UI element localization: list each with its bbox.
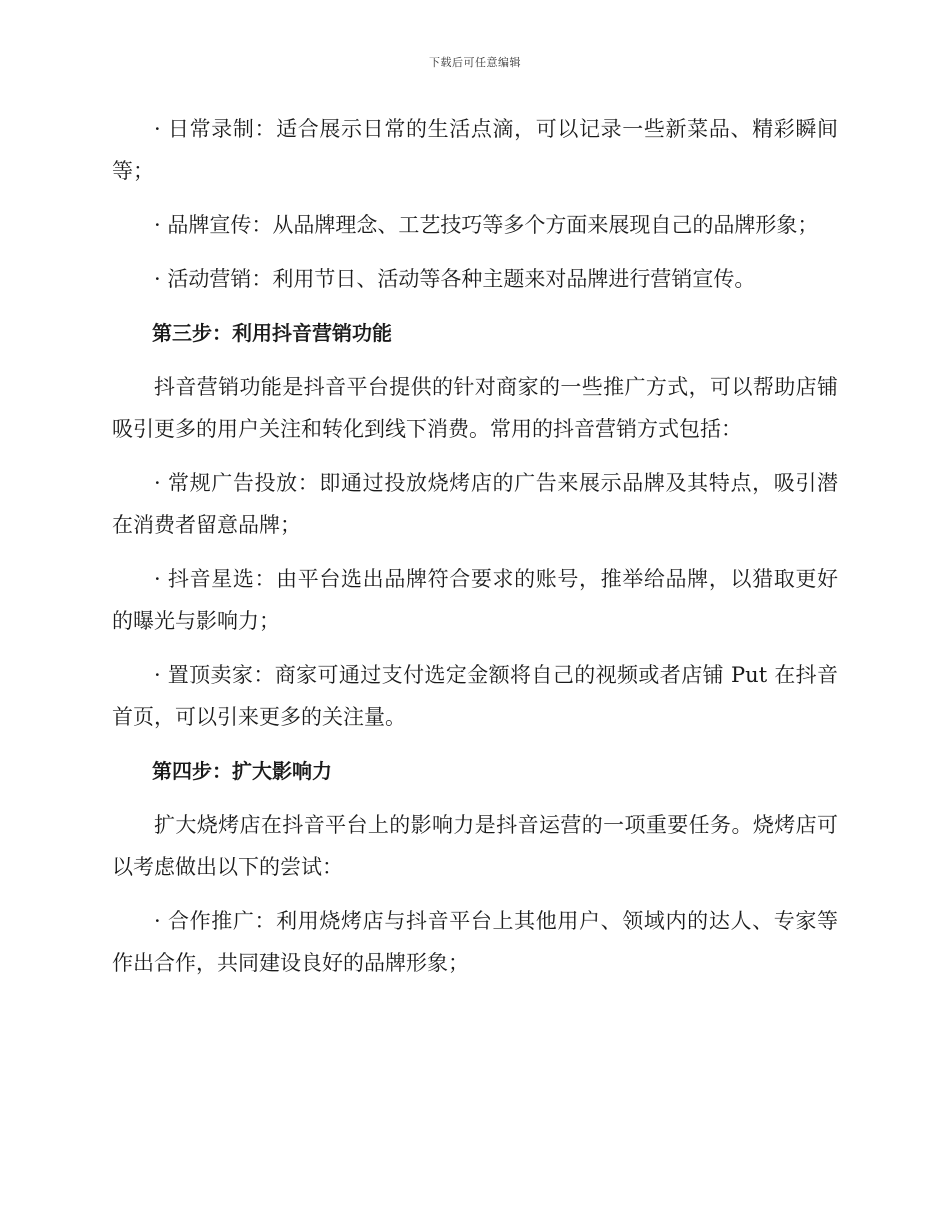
bullet-cooperation-promotion: · 合作推广：利用烧烤店与抖音平台上其他用户、领域内的达人、专家等作出合作，共同建设良好的品牌形象；: [112, 909, 838, 975]
bullet-douyin-xingxuan: · 抖音星选：由平台选出品牌符合要求的账号，推举给品牌，以猎取更好的曝光与影响力；: [112, 567, 838, 633]
bullet-event-marketing: · 活动营销：利用节日、活动等各种主题来对品牌进行营销宣传。: [154, 267, 756, 291]
section-heading-step4: 第四步：扩大影响力: [152, 759, 332, 783]
bullet-pinned-seller: · 置顶卖家：商家可通过支付选定金额将自己的视频或者店铺 Put 在抖音首页，可以引来更多的关注量。: [112, 663, 838, 729]
step3-intro-paragraph: 抖音营销功能是抖音平台提供的针对商家的一些推广方式，可以帮助店铺吸引更多的用户关注和转化到线下消费。常用的抖音营销方式包括：: [112, 375, 838, 441]
bullet-daily-recording: · 日常录制：适合展示日常的生活点滴，可以记录一些新菜品、精彩瞬间等；: [112, 117, 838, 183]
page-header: 下载后可任意编辑: [429, 56, 521, 69]
step4-intro-paragraph: 扩大烧烤店在抖音平台上的影响力是抖音运营的一项重要任务。烧烤店可以考虑做出以下的尝试：: [112, 813, 838, 879]
bullet-regular-ads: · 常规广告投放：即通过投放烧烤店的广告来展示品牌及其特点，吸引潜在消费者留意品牌；: [112, 471, 838, 537]
section-heading-step3: 第三步：利用抖音营销功能: [152, 321, 392, 345]
document-body: [112, 108, 838, 996]
bullet-brand-promotion: · 品牌宣传：从品牌理念、工艺技巧等多个方面来展现自己的品牌形象；: [154, 213, 819, 237]
